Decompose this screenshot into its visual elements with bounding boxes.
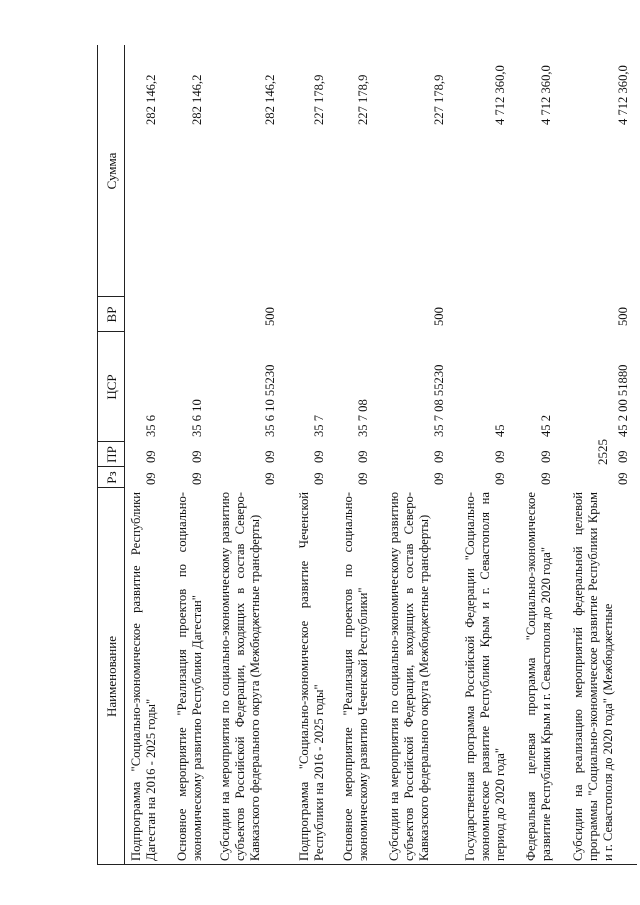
row-csr: 35 7 08: [356, 399, 370, 437]
row-sum: 282 146,2: [263, 74, 277, 125]
row-sum: 282 146,2: [190, 74, 204, 125]
row-name: Основное мероприятие "Реализация проектов по социально-экономическому развитию Чеченской Республики": [341, 492, 370, 861]
row-vr: 500: [432, 307, 446, 326]
header-csr: ЦСР: [97, 332, 125, 442]
row-name: Основное мероприятие "Реализация проектов по социально-экономическому развитию Республики Дагестан": [175, 492, 204, 861]
row-rz: 09: [616, 472, 630, 485]
row-csr: 35 6 10 55230: [263, 364, 277, 437]
row-csr: 35 7: [312, 414, 326, 437]
row-rz: 09: [493, 472, 507, 485]
row-sum: 4 712 360,0: [539, 65, 553, 125]
row-pr: 09: [616, 450, 630, 463]
row-csr: 45: [493, 424, 507, 437]
row-csr: 35 7 08 55230: [432, 364, 446, 437]
row-sum: 4 712 360,0: [493, 65, 507, 125]
header-divider: [97, 331, 125, 332]
row-rz: 09: [432, 472, 446, 485]
row-pr: 09: [144, 450, 158, 463]
header-vr: ВР: [97, 297, 125, 332]
row-name: Субсидии на реализацию мероприятий федеральной целевой программы "Социально-экономическое развитие Республики Крым и г. Севастополя до 2020 года" (Межбюджетные: [571, 492, 615, 861]
page-number: 2525: [595, 439, 610, 465]
row-rz: 09: [144, 472, 158, 485]
row-sum: 4 712 360,0: [616, 65, 630, 125]
row-name: Государственная программа Российской Федерации "Социально-экономическое развитие Республики Крым и г. Севастополя на период до 2020 года": [463, 492, 507, 861]
row-csr: 35 6: [144, 414, 158, 437]
row-name: Подпрограмма "Социально-экономическое развитие Чеченской Республики на 2016 - 2025 годы": [297, 492, 326, 861]
row-csr: 35 6 10: [190, 399, 204, 437]
header-divider: [97, 441, 125, 442]
row-rz: 09: [263, 472, 277, 485]
row-sum: 282 146,2: [144, 74, 158, 125]
header-sum: Сумма: [97, 45, 125, 297]
row-rz: 09: [190, 472, 204, 485]
header-name: Наименование: [97, 488, 125, 865]
row-name: Федеральная целевая программа "Социально-экономическое развитие Республики Крым и г. Севастополя до 2020 года": [524, 492, 553, 861]
row-rz: 09: [539, 472, 553, 485]
header-rz: Рз: [97, 467, 125, 488]
row-pr: 09: [539, 450, 553, 463]
row-pr: 09: [190, 450, 204, 463]
row-csr: 45 2: [539, 414, 553, 437]
row-pr: 09: [312, 450, 326, 463]
header-pr: ПР: [97, 442, 125, 467]
row-pr: 09: [432, 450, 446, 463]
header-divider: [97, 487, 125, 488]
row-pr: 09: [263, 450, 277, 463]
row-rz: 09: [356, 472, 370, 485]
row-name: Субсидии на мероприятия по социально-экономическому развитию субъектов Российской Федерации, входящих в состав Северо-Кавказского федерального округа (Межбюджетные трансферты): [218, 492, 262, 861]
row-sum: 227 178,9: [312, 74, 326, 125]
header-divider: [97, 466, 125, 467]
name-column-border: [97, 864, 637, 865]
row-vr: 500: [263, 307, 277, 326]
row-pr: 09: [356, 450, 370, 463]
row-vr: 500: [616, 307, 630, 326]
row-sum: 227 178,9: [432, 74, 446, 125]
row-pr: 09: [493, 450, 507, 463]
row-name: Субсидии на мероприятия по социально-экономическому развитию субъектов Российской Федерации, входящих в состав Северо-Кавказского федерального округа (Межбюджетные трансферты): [387, 492, 431, 861]
row-name: Подпрограмма "Социально-экономическое развитие Республики Дагестан на 2016 - 2025 годы": [129, 492, 158, 861]
row-csr: 45 2 00 51880: [616, 364, 630, 437]
header-divider: [97, 296, 125, 297]
row-sum: 227 178,9: [356, 74, 370, 125]
row-rz: 09: [312, 472, 326, 485]
